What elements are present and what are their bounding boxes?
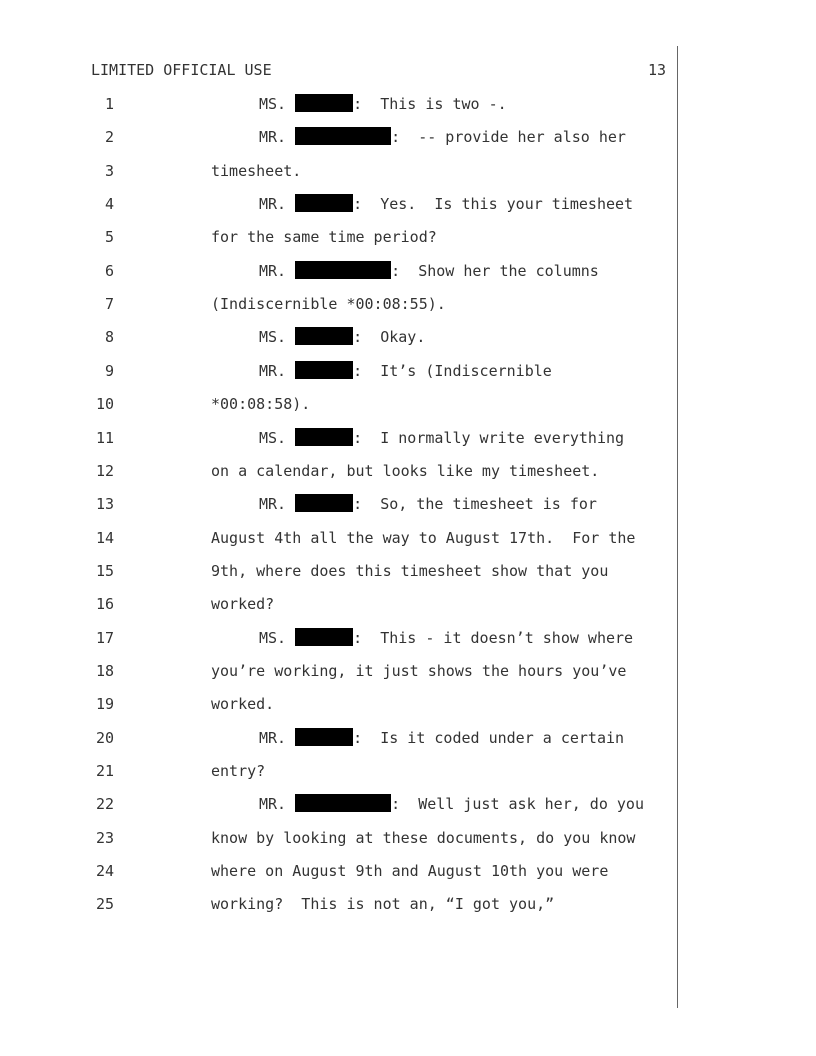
line-number: 7: [104, 295, 114, 314]
spoken-text: *00:08:58).: [211, 395, 311, 414]
line-text: [211, 594, 274, 614]
line-number: 25: [95, 895, 114, 914]
line-text: [259, 127, 626, 147]
redaction-box: [295, 728, 353, 746]
line-number: 12: [95, 461, 114, 480]
line-number: 10: [95, 395, 114, 414]
spoken-text: for the same time period?: [211, 228, 437, 247]
line-text: [211, 894, 554, 914]
line-number: 23: [95, 828, 114, 847]
line-text: [259, 428, 624, 448]
line-number: 19: [95, 695, 114, 714]
line-text: [211, 461, 599, 481]
spoken-text: : Show her the columns: [391, 261, 599, 280]
redaction-box: [295, 628, 353, 646]
line-number: 3: [104, 161, 114, 180]
redaction-box: [295, 261, 391, 279]
line-number: 22: [95, 795, 114, 814]
spoken-text: worked.: [211, 695, 275, 714]
line-number: 15: [95, 561, 114, 580]
right-margin-rule: [677, 46, 678, 1008]
line-text: [211, 394, 310, 414]
redaction-box: [295, 494, 353, 512]
speaker-title: MR.: [259, 128, 296, 147]
spoken-text: worked?: [211, 595, 275, 614]
spoken-text: : This is two -.: [353, 95, 507, 113]
line-number: 2: [104, 128, 114, 147]
line-number: 1: [104, 95, 114, 113]
line-text: [259, 728, 624, 748]
speaker-title: MS.: [259, 428, 296, 447]
redaction-box: [295, 428, 353, 446]
spoken-text: : So, the timesheet is for: [353, 495, 597, 514]
line-number: 24: [95, 862, 114, 881]
line-text: [259, 261, 599, 281]
spoken-text: on a calendar, but looks like my timesheet.: [211, 461, 600, 480]
spoken-text: August 4th all the way to August 17th. For the: [211, 528, 636, 547]
line-text: [211, 761, 265, 781]
line-number: 11: [95, 428, 114, 447]
spoken-text: : Okay.: [353, 328, 426, 347]
spoken-text: timesheet.: [211, 161, 302, 180]
line-text: [259, 794, 644, 814]
spoken-text: : I normally write everything: [353, 428, 625, 447]
line-text: [259, 327, 425, 347]
line-text: [259, 494, 597, 514]
line-text: [259, 361, 552, 381]
redaction-box: [295, 94, 353, 112]
line-number: 18: [95, 661, 114, 680]
page-number: 13: [648, 61, 667, 79]
line-number: 5: [104, 228, 114, 247]
line-text: [211, 828, 635, 848]
redaction-box: [295, 327, 353, 345]
line-number: 16: [95, 595, 114, 614]
line-number: 4: [104, 195, 114, 214]
speaker-title: MR.: [259, 261, 296, 280]
line-text: [211, 861, 608, 881]
line-text: [211, 161, 301, 181]
spoken-text: know by looking at these documents, do you know: [211, 828, 636, 847]
line-number: 17: [95, 628, 114, 647]
line-number: 14: [95, 528, 114, 547]
line-text: [259, 194, 633, 214]
speaker-title: MR.: [259, 361, 296, 380]
line-number: 21: [95, 762, 114, 780]
spoken-text: : Well just ask her, do you: [391, 795, 644, 814]
spoken-text: (Indiscernible *00:08:55).: [211, 295, 446, 314]
line-text: [259, 94, 507, 114]
redaction-box: [295, 794, 391, 812]
line-number: 8: [104, 328, 114, 347]
classification-header: LIMITED OFFICIAL USE: [91, 61, 272, 79]
redaction-box: [295, 361, 353, 379]
spoken-text: : This - it doesn’t show where: [353, 628, 634, 647]
spoken-text: : Is it coded under a certain: [353, 728, 625, 747]
spoken-text: where on August 9th and August 10th you were: [211, 862, 609, 881]
spoken-text: 9th, where does this timesheet show that you: [211, 561, 609, 580]
line-text: [211, 227, 437, 247]
line-text: [211, 561, 608, 581]
line-text: [259, 628, 633, 648]
line-text: [211, 528, 635, 548]
spoken-text: : It’s (Indiscernible: [353, 361, 552, 380]
spoken-text: working? This is not an, “I got you,”: [211, 895, 555, 914]
speaker-title: MR.: [259, 195, 296, 214]
speaker-title: MR.: [259, 728, 296, 747]
spoken-text: you’re working, it just shows the hours you’ve: [211, 661, 627, 680]
redaction-box: [295, 127, 391, 145]
line-number: 13: [95, 495, 114, 514]
line-number: 6: [104, 261, 114, 280]
spoken-text: entry?: [211, 762, 266, 780]
redaction-box: [295, 194, 353, 212]
speaker-title: MS.: [259, 628, 296, 647]
line-text: [211, 661, 626, 681]
speaker-title: MR.: [259, 795, 296, 814]
speaker-title: MS.: [259, 328, 296, 347]
speaker-title: MS.: [259, 95, 296, 113]
speaker-title: MR.: [259, 495, 296, 514]
line-number: 20: [95, 728, 114, 747]
spoken-text: : -- provide her also her: [391, 128, 626, 147]
line-number: 9: [104, 361, 114, 380]
spoken-text: : Yes. Is this your timesheet: [353, 195, 634, 214]
line-text: [211, 694, 274, 714]
line-text: [211, 294, 446, 314]
